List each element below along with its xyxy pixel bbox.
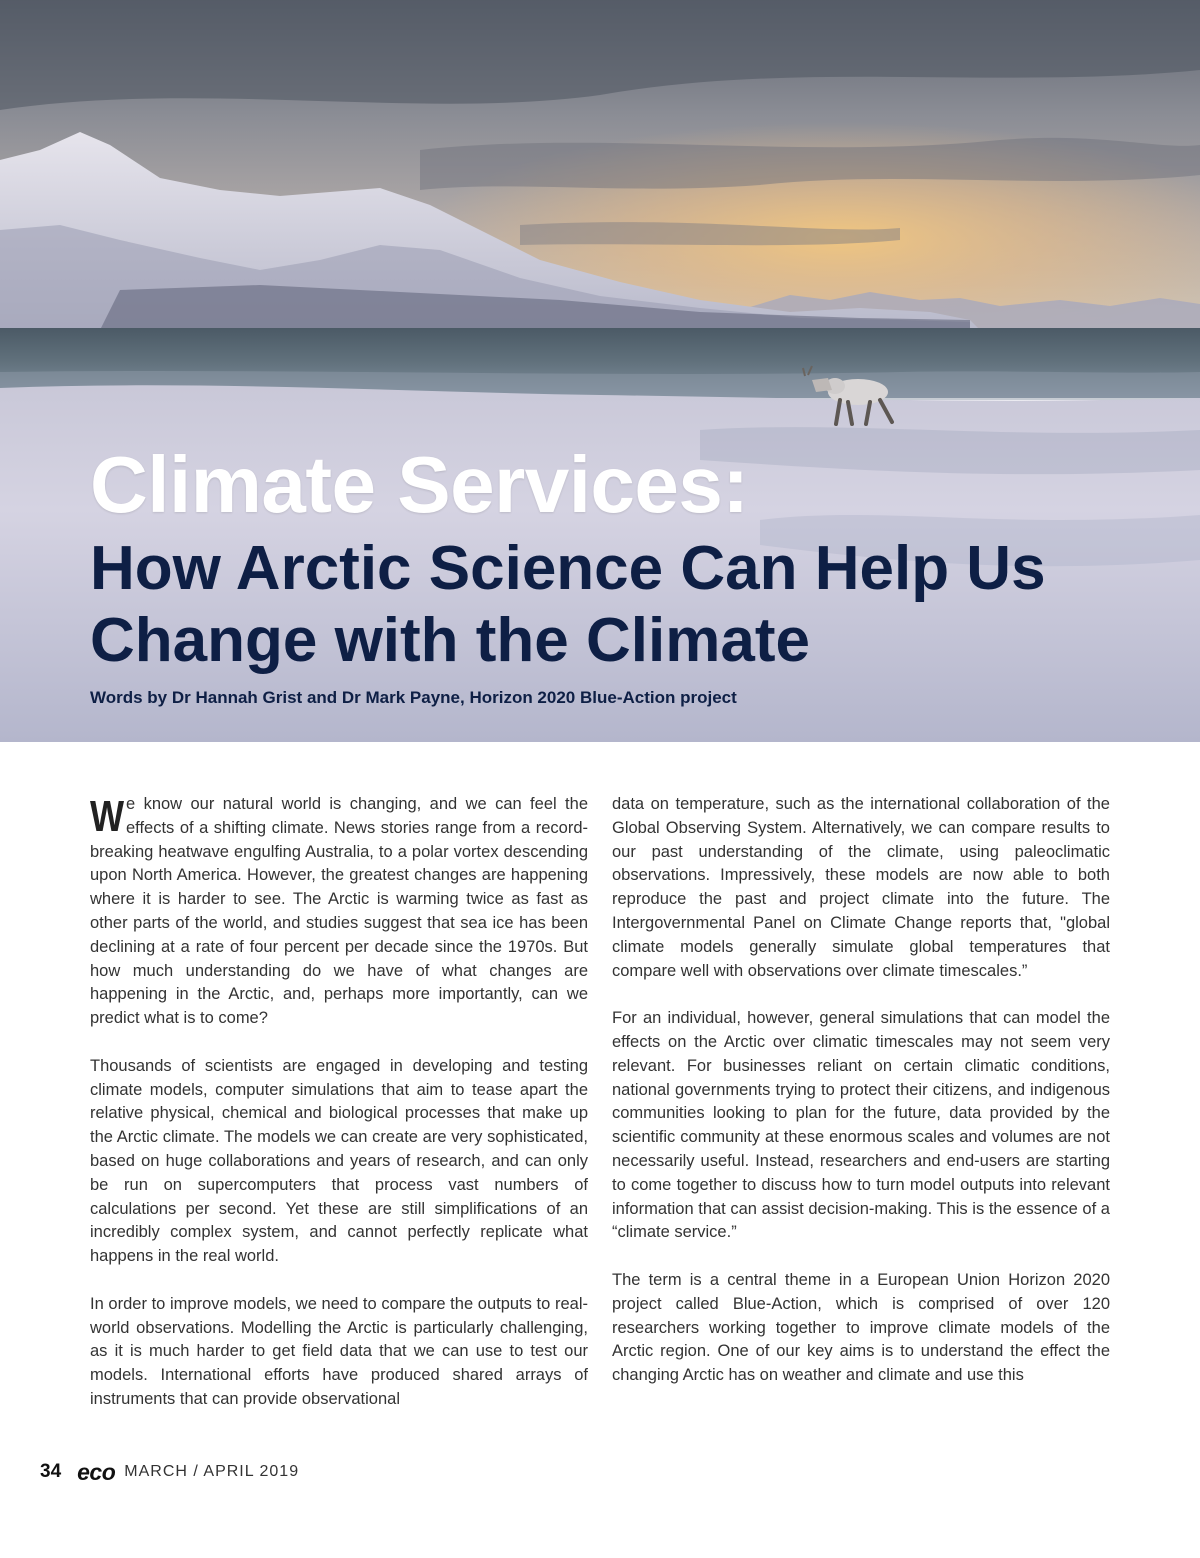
article-title: Climate Services: bbox=[90, 440, 749, 529]
article-paragraph: data on temperature, such as the international collaboration of the Global Observing System. Alternatively, we can compare results to our past understanding of the climate, using paleoclimatic observations. Impressively, these models are now able to both reproduce the past and project climate into the future. The Intergovernmental Panel on Climate Change reports that, "global climate models generally simulate global temperatures that compare well with observations over climate timescales.” bbox=[612, 795, 1110, 980]
hero-image bbox=[0, 0, 1200, 742]
page-number: 34 bbox=[40, 1461, 62, 1482]
article-subtitle: How Arctic Science Can Help Us Change with the Climate bbox=[90, 534, 1046, 675]
article-paragraph: In order to improve models, we need to compare the outputs to real-world observations. Modelling the Arctic is particularly challenging, as it is much harder to get field data that we can use to test our models. International efforts have produced shared arrays of instruments that can provide observational bbox=[90, 1294, 588, 1408]
drop-cap: W bbox=[90, 792, 125, 841]
article-byline: Words by Dr Hannah Grist and Dr Mark Payne, Horizon 2020 Blue-Action project bbox=[90, 688, 737, 707]
article-paragraph: For an individual, however, general simulations that can model the effects on the Arctic over climatic timescales may not seem very relevant. For businesses reliant on certain climatic conditions, national governments trying to protect their citizens, and indigenous communities looking to plan for the future, data provided by the scientific community at these enormous scales and volumes are not necessarily useful. Instead, researchers and end-users are starting to come together to discuss how to turn model outputs into relevant information that can assist decision-making. This is the essence of a “climate service.” bbox=[612, 1009, 1110, 1242]
issue-date: MARCH / APRIL 2019 bbox=[124, 1463, 300, 1480]
article-paragraph bbox=[90, 793, 588, 1031]
magazine-logo: eco bbox=[77, 1458, 116, 1485]
paragraph-text: e know our natural world is changing, and we can feel the effects of a shifting climate. News stories range from a record-breaking heatwave engulfing Australia, to a polar vortex descending upon North America. However, the greatest changes are happening where it is harder to see. The Arctic is warming twice as fast as other parts of the world, and studies suggest that sea ice has been declining at a rate of four percent per decade since the 1970s. But how much understanding do we have of what changes are happening in the Arctic, and, perhaps more importantly, can we predict what is to come? bbox=[90, 795, 588, 1028]
article-column-right bbox=[612, 793, 1110, 1412]
page-footer bbox=[40, 1459, 299, 1485]
article-column-left bbox=[90, 793, 588, 1436]
article-paragraph: The term is a central theme in a European Union Horizon 2020 project called Blue-Action, which is comprised of over 120 researchers working together to improve climate models of the Arctic region. One of our key aims is to understand the effect the changing Arctic has on weather and climate and use this bbox=[612, 1270, 1110, 1385]
article-paragraph: Thousands of scientists are engaged in developing and testing climate models, computer simulations that aim to tease apart the relative physical, chemical and biological processes that make up the Arctic climate. The models we can create are very sophisticated, based on huge collaborations and years of research, and can only be run on supercomputers that process vast numbers of calculations per second. Yet these are still simplifications of an incredibly complex system, and cannot perfectly replicate what happens in the real world. bbox=[90, 1056, 588, 1266]
